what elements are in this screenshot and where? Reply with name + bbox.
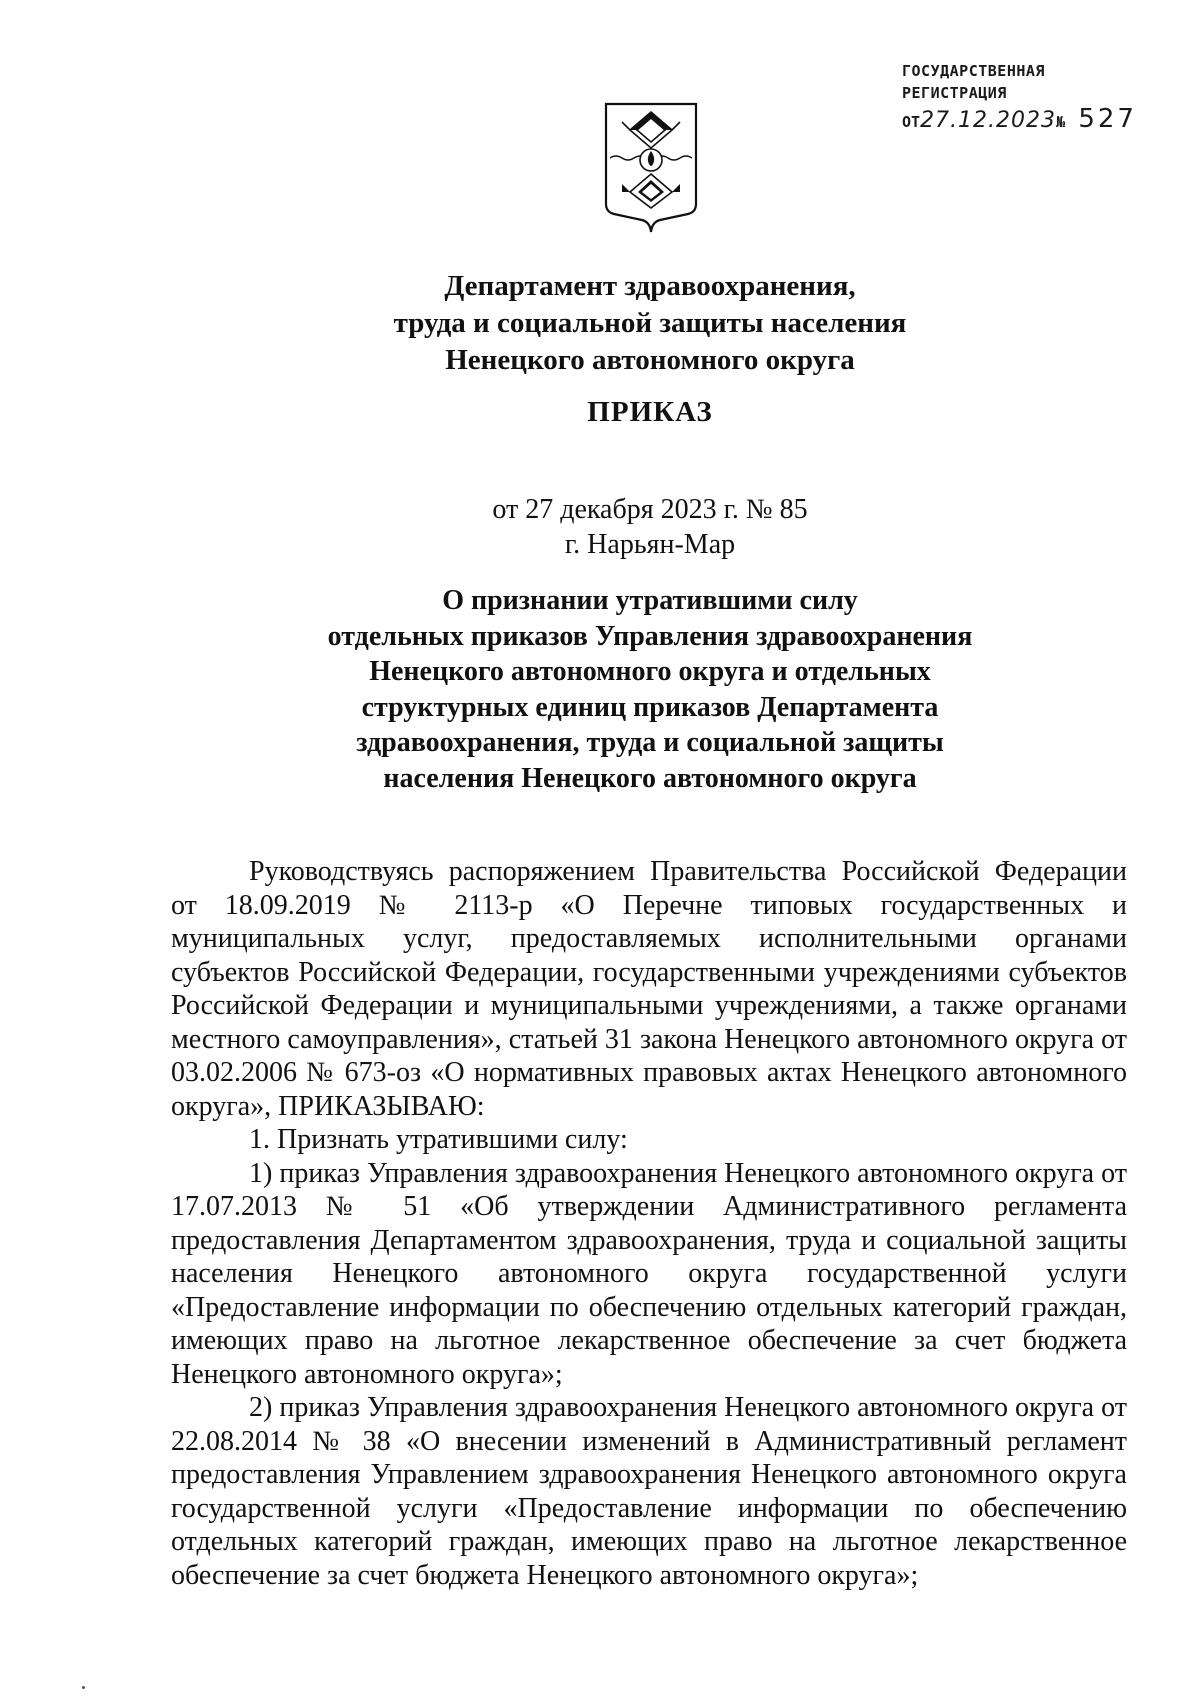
registration-stamp [902, 60, 1142, 137]
body-item-1-1: 1) приказ Управления здравоохранения Ненецкого автономного округа от 17.07.2013 № 51 «Об утверждении Административного регламента предоставления Департаментом здравоохранения, труда и социальной защиты населения Ненецкого автономного округа государственной услуги «Предоставление информации по обеспечению отдельных категорий граждан, имеющих право на льготное лекарственное обеспечение за счет бюджета Ненецкого автономного округа»; [171, 1157, 1127, 1390]
stamp-date: 27.12.2023 [920, 108, 1057, 133]
stamp-line-3 [902, 104, 1142, 137]
subject-line-2: отдельных приказов Управления здравоохранения [327, 620, 973, 652]
document-type: ПРИКАЗ [587, 396, 713, 428]
department-title [100, 268, 1200, 379]
stamp-number: 527 [1078, 104, 1137, 134]
document-date: от 27 декабря 2023 г. № 85 [492, 494, 808, 525]
document-subject [100, 583, 1200, 796]
subject-line-4: структурных единиц приказов Департамента [361, 691, 939, 723]
stamp-line-2: РЕГИСТРАЦИЯ [902, 84, 1007, 102]
document-city: г. Нарьян-Мар [564, 529, 736, 560]
stamp-line-1: ГОСУДАРСТВЕННАЯ [902, 62, 1045, 80]
body-item-1: 1. Признать утратившими силу: [249, 1124, 628, 1155]
subject-line-3: Ненецкого автономного округа и отдельных [369, 656, 931, 687]
department-title-line-1: Департамент здравоохранения, [444, 270, 856, 302]
stamp-number-sign: № [1056, 113, 1066, 131]
nenets-coat-of-arms-icon [600, 100, 702, 238]
document-date-block [100, 492, 1200, 562]
department-title-line-2: труда и социальной защиты населения [393, 307, 907, 339]
stamp-prefix: ОТ [902, 113, 921, 131]
department-title-line-3: Ненецкого автономного округа [445, 344, 855, 376]
subject-line-6: населения Ненецкого автономного округа [383, 762, 917, 794]
body-item-1-2: 2) приказ Управления здравоохранения Ненецкого автономного округа от 22.08.2014 № 38 «О внесении изменений в Административный регламент предоставления Управлением здравоохранения Ненецкого автономного округа государственной услуги «Предоставление информации по обеспечению отдельных категорий граждан, имеющих право на льготное лекарственное обеспечение за счет бюджета Ненецкого автономного округа»; [171, 1392, 1127, 1591]
scan-speck [82, 1686, 85, 1689]
subject-line-1: О признании утратившими силу [442, 585, 858, 616]
document-body [171, 855, 1127, 1592]
subject-line-5: здравоохранения, труда и социальной защиты [356, 727, 944, 758]
body-preamble: Руководствуясь распоряжением Правительства Российской Федерации от 18.09.2019 № 2113-р «О Перечне типовых государственных и муниципальных услуг, предоставляемых исполнительными органами субъектов Российской Федерации, государственными учреждениями субъектов Российской Федерации и муниципальными учреждениями, а также органами местного самоуправления», статьей 31 закона Ненецкого автономного округа от 03.02.2006 № 673-оз «О нормативных правовых актах Ненецкого автономного округа», ПРИКАЗЫВАЮ: [171, 856, 1127, 1122]
